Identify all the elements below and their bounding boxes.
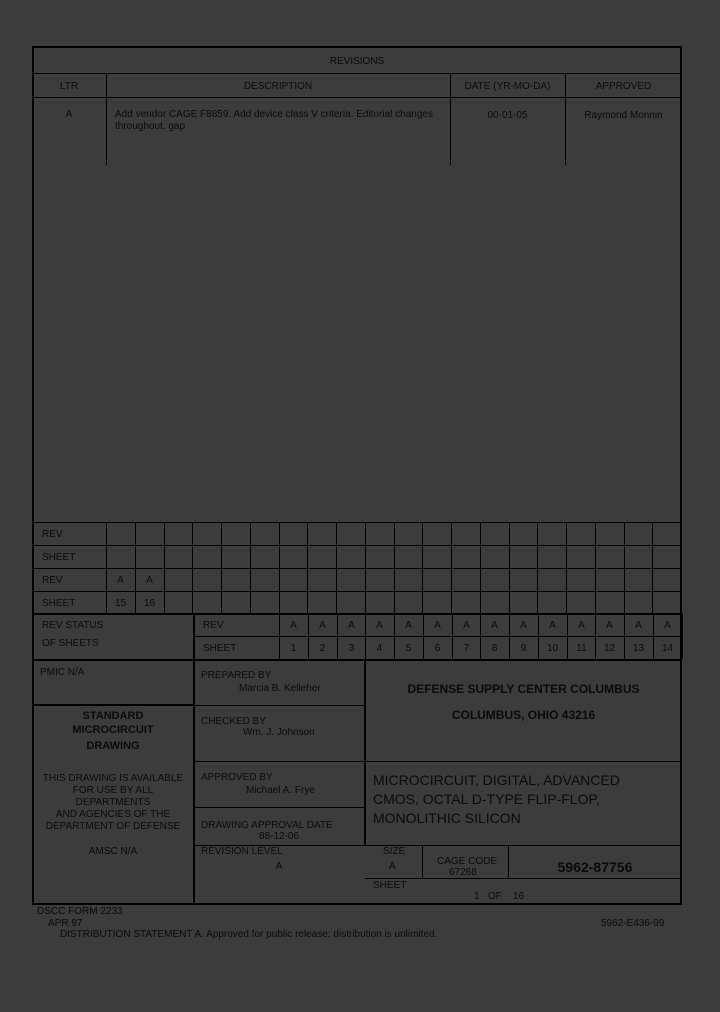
- grid-line: [509, 522, 510, 613]
- distribution-statement: DISTRIBUTION STATEMENT A. Approved for public release; distribution is unlimited.: [60, 929, 438, 940]
- revisions-title: REVISIONS: [329, 56, 385, 67]
- form-line1: DSCC FORM 2233: [37, 906, 123, 917]
- title-line1: MICROCIRCUIT, DIGITAL, ADVANCED: [373, 772, 620, 788]
- status-cell: A: [376, 620, 383, 631]
- status-cell: A: [146, 575, 153, 586]
- status-cell: A: [664, 620, 671, 631]
- label-rev-2: REV: [42, 575, 63, 586]
- divider: [422, 845, 423, 878]
- grid-line: [566, 522, 567, 613]
- status-cell: A: [578, 620, 585, 631]
- size-label: SIZE: [383, 846, 406, 857]
- label-sheet-main: SHEET: [203, 643, 237, 654]
- avail-line3: DEPARTMENTS: [75, 797, 151, 808]
- divider: [32, 97, 682, 98]
- grid-line: [192, 522, 193, 613]
- checked-name: Wm. J. Johnson: [243, 727, 315, 738]
- status-cell: 8: [491, 643, 498, 654]
- title-line2: CMOS, OCTAL D-TYPE FLIP-FLOP,: [373, 791, 600, 807]
- divider: [365, 761, 682, 762]
- status-cell: 5: [405, 643, 412, 654]
- status-cell: 10: [546, 643, 559, 654]
- divider: [193, 761, 365, 762]
- status-cell: A: [549, 620, 556, 631]
- grid-line: [595, 522, 596, 613]
- grid-line: [394, 522, 395, 613]
- status-cell: A: [117, 575, 124, 586]
- revision-level: A: [275, 861, 283, 872]
- approval-date: 88-12-06: [259, 831, 300, 842]
- grid-line: [682, 613, 683, 659]
- label-rev-1: REV: [42, 529, 63, 540]
- label-rev-main: REV: [203, 620, 224, 631]
- revision-description-1: Add vendor CAGE F8859. Add device class V criteria. Editorial changes: [115, 109, 433, 120]
- sheet-label: SHEET: [373, 880, 407, 891]
- divider: [193, 636, 682, 637]
- status-cell: 1: [290, 643, 297, 654]
- label-of-sheets: OF SHEETS: [42, 638, 99, 649]
- avail-line2: FOR USE BY ALL: [72, 785, 154, 796]
- revision-level-label: REVISION LEVEL: [201, 846, 283, 857]
- status-cell: A: [606, 620, 613, 631]
- grid-line: [681, 522, 682, 613]
- grid-line: [624, 522, 625, 613]
- grid-line: [652, 522, 653, 613]
- status-cell: 11: [576, 643, 587, 654]
- status-cell: 15: [114, 598, 127, 609]
- approval-date-label: DRAWING APPROVAL DATE: [201, 820, 333, 831]
- label-sheet-2: SHEET: [42, 598, 76, 609]
- sheet-of: 1 OF 16: [474, 891, 525, 902]
- size-value: A: [389, 861, 396, 872]
- status-cell: A: [319, 620, 326, 631]
- label-rev-status: REV STATUS: [42, 620, 104, 631]
- status-cell: 14: [661, 643, 674, 654]
- dscc-line1: DEFENSE SUPPLY CENTER COLUMBUS: [407, 682, 640, 696]
- divider: [32, 613, 682, 615]
- status-cell: A: [405, 620, 412, 631]
- grid-line: [307, 522, 308, 613]
- label-sheet-1: SHEET: [42, 552, 76, 563]
- revision-approved: Raymond Monnin: [584, 110, 663, 121]
- header-date: DATE (YR-MO-DA): [464, 81, 551, 92]
- prepared-label: PREPARED BY: [201, 670, 272, 681]
- divider: [32, 522, 682, 523]
- title-line3: MONOLITHIC SILICON: [373, 810, 521, 826]
- divider: [32, 545, 682, 546]
- header-description: DESCRIPTION: [243, 81, 313, 92]
- standard-line3: DRAWING: [86, 740, 140, 752]
- revision-description-2: throughout. gap: [115, 121, 186, 132]
- checked-label: CHECKED BY: [201, 716, 267, 727]
- cage-label: CAGE CODE: [437, 856, 498, 867]
- grid-line: [480, 522, 481, 613]
- status-cell: 12: [603, 643, 616, 654]
- header-ltr: LTR: [59, 81, 79, 92]
- status-cell: A: [520, 620, 527, 631]
- status-cell: 16: [143, 598, 156, 609]
- grid-line: [365, 522, 366, 613]
- pmic: PMIC N/A: [40, 667, 85, 678]
- status-cell: 13: [632, 643, 645, 654]
- status-cell: 6: [434, 643, 441, 654]
- doc-code: 5962-E436-99: [601, 918, 665, 929]
- header-approved: APPROVED: [595, 81, 652, 92]
- grid-line: [250, 522, 251, 613]
- revision-date: 00-01-05: [487, 110, 528, 121]
- divider: [32, 659, 682, 661]
- status-cell: A: [290, 620, 297, 631]
- divider: [193, 705, 365, 706]
- approved-label: APPROVED BY: [201, 772, 273, 783]
- drawing-number: 5962-87756: [557, 859, 633, 875]
- grid-line: [164, 522, 165, 613]
- status-cell: 2: [319, 643, 326, 654]
- grid-line: [451, 522, 452, 613]
- amsc: AMSC N/A: [88, 846, 138, 857]
- approved-name: Michael A. Frye: [246, 785, 315, 796]
- form-line2: APR 97: [48, 918, 83, 929]
- avail-line4: AND AGENCIES OF THE: [55, 809, 171, 820]
- revision-ltr: A: [65, 109, 73, 120]
- grid-line: [221, 522, 222, 613]
- avail-line1: THIS DRAWING IS AVAILABLE: [42, 773, 184, 784]
- status-cell: 7: [463, 643, 470, 654]
- status-cell: A: [635, 620, 642, 631]
- status-cell: A: [348, 620, 355, 631]
- status-cell: A: [434, 620, 441, 631]
- divider: [365, 878, 682, 879]
- cage-value: 67268: [449, 867, 477, 878]
- standard-line2: MICROCIRCUIT: [72, 724, 154, 736]
- divider: [32, 704, 194, 706]
- grid-line: [279, 522, 280, 613]
- avail-line5: DEPARTMENT OF DEFENSE: [45, 821, 181, 832]
- status-cell: 3: [348, 643, 355, 654]
- status-cell: 9: [520, 643, 527, 654]
- divider: [32, 568, 682, 569]
- divider: [32, 73, 682, 74]
- divider: [32, 591, 682, 592]
- dscc-line2: COLUMBUS, OHIO 43216: [451, 708, 596, 722]
- grid-line: [336, 522, 337, 613]
- standard-line1: STANDARD: [82, 710, 144, 722]
- status-cell: 4: [376, 643, 383, 654]
- status-cell: A: [491, 620, 498, 631]
- grid-line: [537, 522, 538, 613]
- divider: [193, 807, 365, 808]
- prepared-name: Marcia B. Kelleher: [239, 683, 321, 694]
- grid-line: [193, 613, 195, 659]
- status-cell: A: [463, 620, 470, 631]
- grid-line: [422, 522, 423, 613]
